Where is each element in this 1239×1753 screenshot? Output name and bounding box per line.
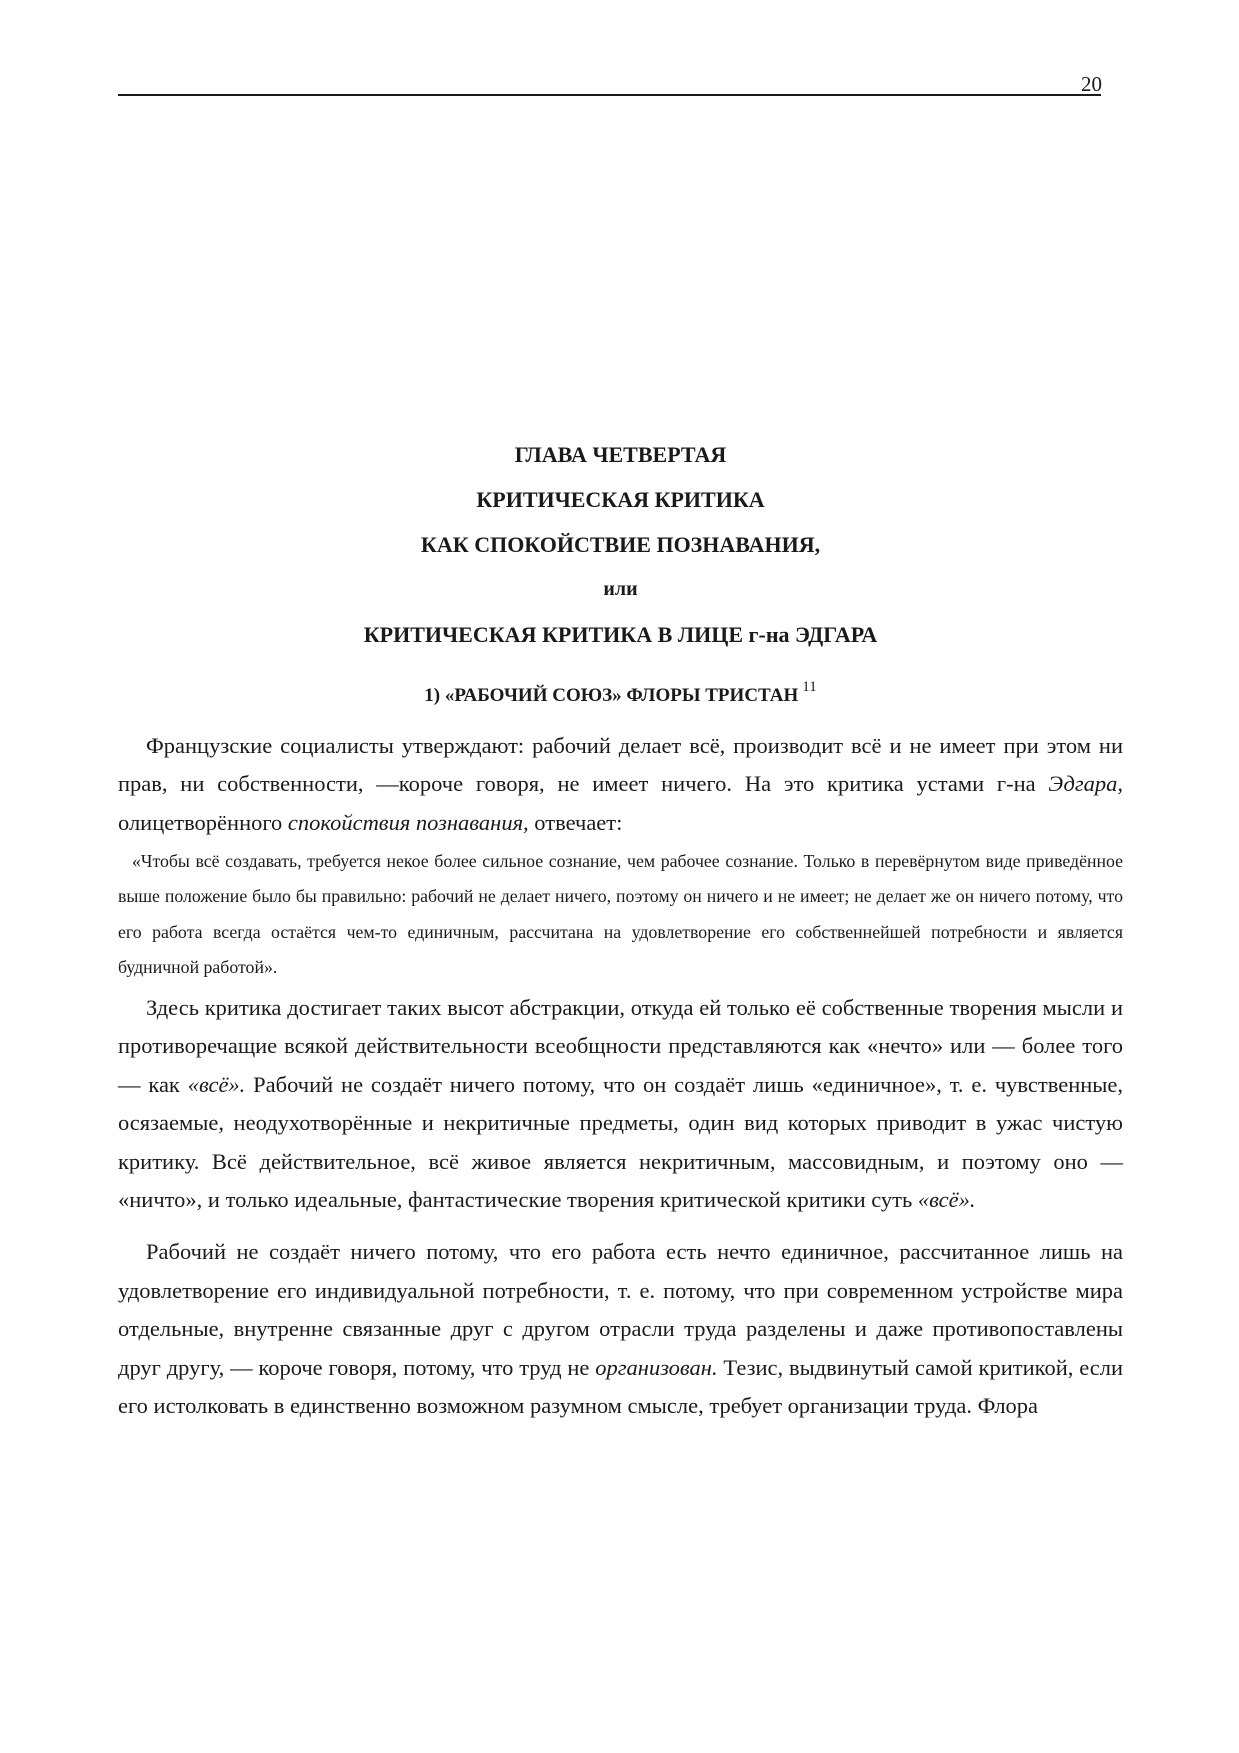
paragraph-2-text: Здесь критика достигает таких высот абстракции, откуда ей только её собственные творения мысли и противоречащие всякой действительности всеобщности представляются как «нечто» или — более того — как (118, 995, 1123, 1097)
chapter-title-line-1: КРИТИЧЕСКАЯ КРИТИКА (476, 487, 765, 512)
paragraph-2-emphasis: «всё». (187, 1071, 246, 1097)
paragraph-3-text: Тезис, выдвинутый самой критикой, если его истолковать в единственно возможном разумном смысле, требует организации труда. Флора (118, 1354, 1124, 1419)
chapter-number: ГЛАВА ЧЕТВЕРТАЯ (514, 442, 727, 467)
paragraph-1-emphasis: спокойствия познавания, (287, 809, 529, 835)
header-rule (118, 94, 1101, 96)
paragraph-1-text: олицетворённого (118, 809, 288, 835)
chapter-title-line-3: КРИТИЧЕСКАЯ КРИТИКА В ЛИЦЕ г-на ЭДГАРА (363, 622, 878, 647)
page-number: 20 (1081, 72, 1102, 96)
chapter-heading (118, 432, 1123, 657)
block-quote: «Чтобы всё создавать, требуется некое более сильное сознание, чем рабочее сознание. Только в перевёрнутом виде приведённое выше положение было бы правильно: рабочий не делает ничего, поэтому он ничего и не имеет; не делает же он ничего потому, что его работа всегда остаётся чем-то единичным, рассчитана на удовлетворение его собственнейшей потребности и является будничной работой». (118, 851, 1123, 977)
body-text (118, 727, 1123, 1426)
footnote-reference[interactable]: 11 (802, 679, 817, 695)
paragraph-2-text: Рабочий не создаёт ничего потому, что он создаёт лишь «единичное», т. е. чувственные, осязаемые, неодухотворённые и некритичные предметы, один вид которых приводит в ужас чистую критику. Всё действительное, всё живое является некритичным, массовидным, и поэтому оно — «ничто», и только идеальные, фантастические творения критической критики суть (118, 1071, 1124, 1213)
chapter-title-connector: или (603, 578, 638, 600)
paragraph-1 (118, 727, 1123, 842)
paragraph-3 (118, 1233, 1123, 1425)
paragraph-3-emphasis: организован. (595, 1354, 718, 1380)
paragraph-1-emphasis: Эдгара, (1048, 771, 1123, 797)
paragraph-1-text: Французские социалисты утверждают: рабочий делает всё, производит всё и не имеет при этом ни прав, ни собственности, —короче говоря, не имеет ничего. На это критика устами г-на (118, 733, 1123, 797)
chapter-title-line-2: КАК СПОКОЙСТВИЕ ПОЗНАВАНИЯ, (420, 532, 821, 557)
paragraph-2 (118, 989, 1123, 1219)
section-title: 1) «РАБОЧИЙ СОЮЗ» ФЛОРЫ ТРИСТАН (424, 685, 799, 706)
paragraph-3-text: Рабочий не создаёт ничего потому, что его работа есть нечто единичное, рассчитанное лишь на удовлетворение его индивидуальной потребности, т. е. потому, что при современном устройстве мира отдельные, внутренне связанные друг с другом отрасли труда разделены и даже противопоставлены друг другу, — короче говоря, потому, что труд не (118, 1239, 1123, 1380)
paragraph-2-emphasis: «всё». (917, 1187, 976, 1213)
section-heading (118, 672, 1123, 711)
paragraph-1-text: отвечает: (528, 809, 623, 835)
